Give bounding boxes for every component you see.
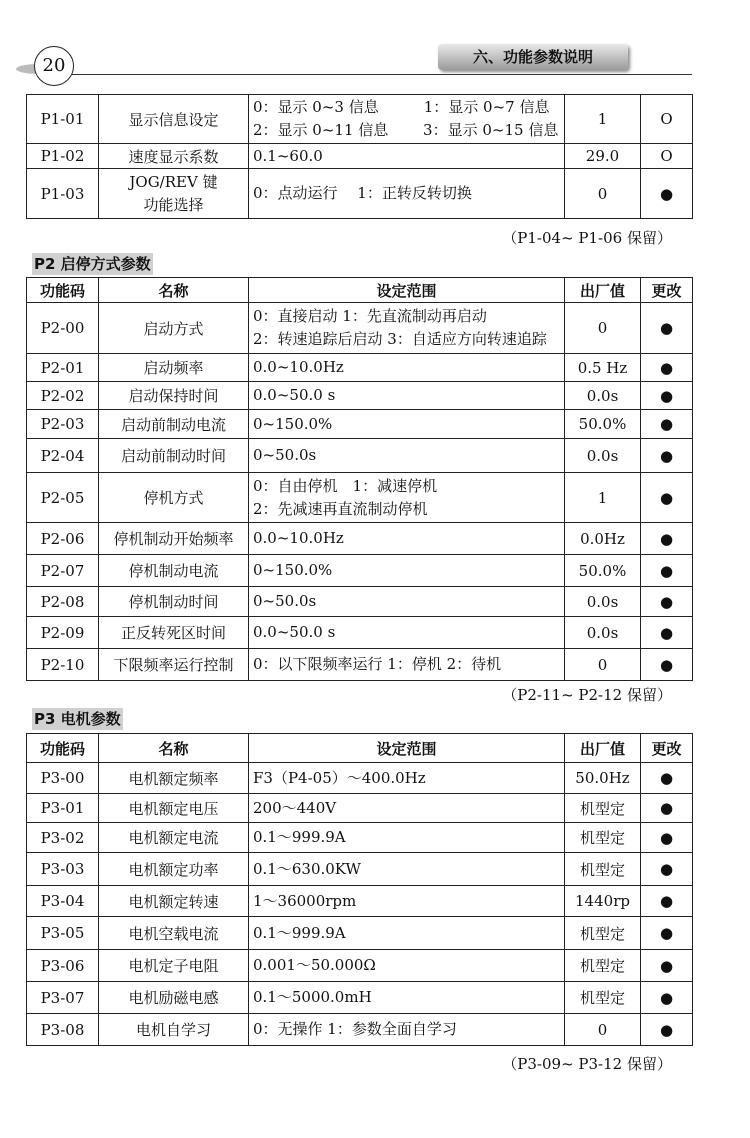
col-name-header: 名称 bbox=[99, 734, 249, 763]
param-name: 下限频率运行控制 bbox=[99, 649, 249, 681]
param-default: 0.0Hz bbox=[565, 523, 641, 555]
param-range-line: 0.0~50.0 s bbox=[253, 623, 336, 641]
col-change-header: 更改 bbox=[641, 734, 693, 763]
param-name: 电机额定转速 bbox=[99, 886, 249, 917]
modifiable-dot-icon: ● bbox=[641, 473, 693, 523]
param-code: P2-07 bbox=[27, 555, 99, 587]
param-code: P3-01 bbox=[27, 794, 99, 823]
param-row bbox=[27, 144, 693, 169]
param-row bbox=[27, 523, 693, 555]
param-name: 显示信息设定 bbox=[99, 95, 249, 144]
param-range-line: 0~150.0% bbox=[253, 414, 333, 433]
param-range bbox=[249, 917, 565, 950]
param-range bbox=[249, 169, 565, 219]
param-name: 速度显示系数 bbox=[99, 144, 249, 169]
modifiable-dot-icon: ● bbox=[641, 763, 693, 794]
param-range bbox=[249, 410, 565, 439]
param-range bbox=[249, 794, 565, 823]
param-range bbox=[249, 439, 565, 473]
param-range bbox=[249, 144, 565, 169]
param-code: P2-00 bbox=[27, 303, 99, 354]
param-row bbox=[27, 587, 693, 617]
param-name: 电机额定频率 bbox=[99, 763, 249, 794]
param-default: 机型定 bbox=[565, 823, 641, 853]
param-code: P2-02 bbox=[27, 382, 99, 410]
param-default: 0.0s bbox=[565, 617, 641, 649]
param-range-line: 0~150.0% bbox=[253, 561, 333, 579]
param-default: 0 bbox=[565, 649, 641, 681]
param-row bbox=[27, 917, 693, 950]
param-range-line: 0：以下限频率运行 1：停机 2：待机 bbox=[253, 655, 502, 673]
param-range-line: 0.1～999.9A bbox=[253, 828, 346, 846]
param-range-line: 0.1～999.9A bbox=[253, 923, 346, 942]
param-name bbox=[99, 169, 249, 219]
param-range bbox=[249, 523, 565, 555]
param-name: 停机制动开始频率 bbox=[99, 523, 249, 555]
param-range-line: 1～36000rpm bbox=[253, 891, 357, 910]
param-code: P3-05 bbox=[27, 917, 99, 950]
param-range bbox=[249, 95, 565, 144]
param-row bbox=[27, 950, 693, 982]
header-rule bbox=[56, 74, 692, 75]
modifiable-dot-icon: ● bbox=[641, 1014, 693, 1046]
p3-reserved-note: （P3-09~ P3-12 保留） bbox=[502, 1055, 672, 1073]
param-code: P2-08 bbox=[27, 587, 99, 617]
param-default: 1 bbox=[565, 95, 641, 144]
col-code-header: 功能码 bbox=[27, 734, 99, 763]
param-name: 电机额定电流 bbox=[99, 823, 249, 853]
param-code: P3-00 bbox=[27, 763, 99, 794]
param-row bbox=[27, 763, 693, 794]
param-name: 启动前制动时间 bbox=[99, 439, 249, 473]
param-row bbox=[27, 617, 693, 649]
param-default: 1 bbox=[565, 473, 641, 523]
param-row bbox=[27, 382, 693, 410]
p1-reserved-note: （P1-04~ P1-06 保留） bbox=[502, 229, 672, 247]
param-range bbox=[249, 1014, 565, 1046]
param-range bbox=[249, 649, 565, 681]
param-range-line: 0：无操作 1：参数全面自学习 bbox=[253, 1020, 457, 1038]
param-range-line: 200～440V bbox=[253, 798, 337, 817]
param-code: P1-01 bbox=[27, 95, 99, 144]
modifiable-dot-icon: ● bbox=[641, 823, 693, 853]
param-range-line: 0.0~10.0Hz bbox=[253, 358, 344, 376]
param-range bbox=[249, 950, 565, 982]
param-row bbox=[27, 354, 693, 382]
param-range bbox=[249, 763, 565, 794]
param-default: 1440rp bbox=[565, 886, 641, 917]
col-name-header: 名称 bbox=[99, 278, 249, 303]
param-range bbox=[249, 473, 565, 523]
param-range-line: 0：显示 0~3 信息 1：显示 0~7 信息 bbox=[253, 98, 550, 116]
p2-param-table bbox=[26, 277, 693, 681]
param-default: 0 bbox=[565, 303, 641, 354]
chapter-title: 六、功能参数说明 bbox=[438, 44, 628, 70]
p1-param-table bbox=[26, 94, 693, 219]
param-name: 停机制动时间 bbox=[99, 587, 249, 617]
param-row bbox=[27, 169, 693, 219]
param-code: P3-02 bbox=[27, 823, 99, 853]
param-code: P1-03 bbox=[27, 169, 99, 219]
modifiable-dot-icon: ● bbox=[641, 982, 693, 1014]
modifiable-dot-icon: ● bbox=[641, 886, 693, 917]
param-row bbox=[27, 823, 693, 853]
modifiable-dot-icon: ● bbox=[641, 523, 693, 555]
param-range-line: 0.001～50.000Ω bbox=[253, 956, 376, 974]
modifiable-dot-icon: ● bbox=[641, 587, 693, 617]
param-range bbox=[249, 382, 565, 410]
param-code: P2-10 bbox=[27, 649, 99, 681]
param-row bbox=[27, 439, 693, 473]
param-range bbox=[249, 982, 565, 1014]
param-code: P2-06 bbox=[27, 523, 99, 555]
p2-section-title: P2 启停方式参数 bbox=[34, 255, 151, 273]
col-default-header: 出厂值 bbox=[565, 734, 641, 763]
param-row bbox=[27, 982, 693, 1014]
param-code: P1-02 bbox=[27, 144, 99, 169]
modifiable-dot-icon: ● bbox=[641, 555, 693, 587]
col-change-header: 更改 bbox=[641, 278, 693, 303]
param-range-line: 0~50.0s bbox=[253, 446, 317, 464]
param-code: P2-03 bbox=[27, 410, 99, 439]
param-range bbox=[249, 823, 565, 853]
page-number: 20 bbox=[34, 46, 74, 86]
param-range-line: 0.1~60.0 bbox=[253, 146, 323, 165]
col-code-header: 功能码 bbox=[27, 278, 99, 303]
readonly-o-mark: O bbox=[641, 95, 693, 144]
param-range bbox=[249, 886, 565, 917]
param-row bbox=[27, 853, 693, 886]
param-range-line: 0.1～5000.0mH bbox=[253, 988, 372, 1006]
param-code: P3-07 bbox=[27, 982, 99, 1014]
param-range bbox=[249, 354, 565, 382]
modifiable-dot-icon: ● bbox=[641, 303, 693, 354]
param-name-line: 功能选择 bbox=[143, 195, 204, 214]
param-range bbox=[249, 555, 565, 587]
modifiable-dot-icon: ● bbox=[641, 917, 693, 950]
param-range-line: 2：先减速再直流制动停机 bbox=[253, 499, 428, 518]
param-code: P3-06 bbox=[27, 950, 99, 982]
col-default-header: 出厂值 bbox=[565, 278, 641, 303]
param-code: P2-01 bbox=[27, 354, 99, 382]
param-name: 启动方式 bbox=[99, 303, 249, 354]
modifiable-dot-icon: ● bbox=[641, 410, 693, 439]
modifiable-dot-icon: ● bbox=[641, 382, 693, 410]
param-name: 电机空载电流 bbox=[99, 917, 249, 950]
param-default: 0.0s bbox=[565, 382, 641, 410]
param-range bbox=[249, 853, 565, 886]
param-row bbox=[27, 473, 693, 523]
param-range-line: 0：自由停机 1：减速停机 bbox=[253, 476, 438, 495]
param-default: 0 bbox=[565, 1014, 641, 1046]
param-default: 50.0% bbox=[565, 410, 641, 439]
param-row bbox=[27, 95, 693, 144]
readonly-o-mark: O bbox=[641, 144, 693, 169]
param-name: 电机定子电阻 bbox=[99, 950, 249, 982]
param-range-line: F3（P4-05）～400.0Hz bbox=[253, 768, 426, 787]
param-name: 停机制动电流 bbox=[99, 555, 249, 587]
param-default: 机型定 bbox=[565, 794, 641, 823]
p3-section-title: P3 电机参数 bbox=[34, 710, 121, 728]
param-name: 电机额定功率 bbox=[99, 853, 249, 886]
param-range-line: 0.1～630.0KW bbox=[253, 859, 361, 878]
param-default: 机型定 bbox=[565, 982, 641, 1014]
modifiable-dot-icon: ● bbox=[641, 853, 693, 886]
param-name: 电机额定电压 bbox=[99, 794, 249, 823]
param-default: 50.0% bbox=[565, 555, 641, 587]
param-default: 0.0s bbox=[565, 439, 641, 473]
param-name: 正反转死区时间 bbox=[99, 617, 249, 649]
param-range bbox=[249, 303, 565, 354]
param-name-line: JOG/REV 键 bbox=[129, 172, 218, 191]
param-name: 启动保持时间 bbox=[99, 382, 249, 410]
param-range-line: 0：直接启动 1：先直流制动再启动 bbox=[253, 307, 487, 325]
modifiable-dot-icon: ● bbox=[641, 617, 693, 649]
param-default: 机型定 bbox=[565, 950, 641, 982]
param-code: P2-05 bbox=[27, 473, 99, 523]
param-code: P2-09 bbox=[27, 617, 99, 649]
param-row bbox=[27, 555, 693, 587]
param-range-line: 0.0~10.0Hz bbox=[253, 529, 344, 547]
param-default: 0 bbox=[565, 169, 641, 219]
param-range-line: 0~50.0s bbox=[253, 592, 317, 610]
modifiable-dot-icon: ● bbox=[641, 649, 693, 681]
col-range-header: 设定范围 bbox=[249, 278, 565, 303]
param-default: 0.0s bbox=[565, 587, 641, 617]
param-range-line: 0.0~50.0 s bbox=[253, 386, 336, 404]
param-name: 启动前制动电流 bbox=[99, 410, 249, 439]
param-code: P2-04 bbox=[27, 439, 99, 473]
param-code: P3-08 bbox=[27, 1014, 99, 1046]
param-default: 机型定 bbox=[565, 917, 641, 950]
col-range-header: 设定范围 bbox=[249, 734, 565, 763]
modifiable-dot-icon: ● bbox=[641, 354, 693, 382]
param-name: 停机方式 bbox=[99, 473, 249, 523]
param-range bbox=[249, 587, 565, 617]
param-name: 电机自学习 bbox=[99, 1014, 249, 1046]
param-row bbox=[27, 410, 693, 439]
param-default: 机型定 bbox=[565, 853, 641, 886]
param-row bbox=[27, 649, 693, 681]
modifiable-dot-icon: ● bbox=[641, 439, 693, 473]
modifiable-dot-icon: ● bbox=[641, 950, 693, 982]
param-row bbox=[27, 1014, 693, 1046]
modifiable-dot-icon: ● bbox=[641, 794, 693, 823]
param-row bbox=[27, 794, 693, 823]
param-range-line: 0：点动运行 1：正转反转切换 bbox=[253, 184, 472, 202]
modifiable-dot-icon: ● bbox=[641, 169, 693, 219]
param-code: P3-03 bbox=[27, 853, 99, 886]
param-range-line: 2：显示 0~11 信息 3：显示 0~15 信息 bbox=[253, 121, 559, 139]
param-default: 50.0Hz bbox=[565, 763, 641, 794]
param-name: 电机励磁电感 bbox=[99, 982, 249, 1014]
param-default: 29.0 bbox=[565, 144, 641, 169]
param-row bbox=[27, 886, 693, 917]
param-range bbox=[249, 617, 565, 649]
p3-param-table bbox=[26, 733, 693, 1046]
param-row bbox=[27, 303, 693, 354]
param-default: 0.5 Hz bbox=[565, 354, 641, 382]
param-name: 启动频率 bbox=[99, 354, 249, 382]
param-range-line: 2：转速追踪后启动 3：自适应方向转速追踪 bbox=[253, 330, 547, 348]
param-code: P3-04 bbox=[27, 886, 99, 917]
p2-reserved-note: （P2-11~ P2-12 保留） bbox=[502, 686, 672, 704]
